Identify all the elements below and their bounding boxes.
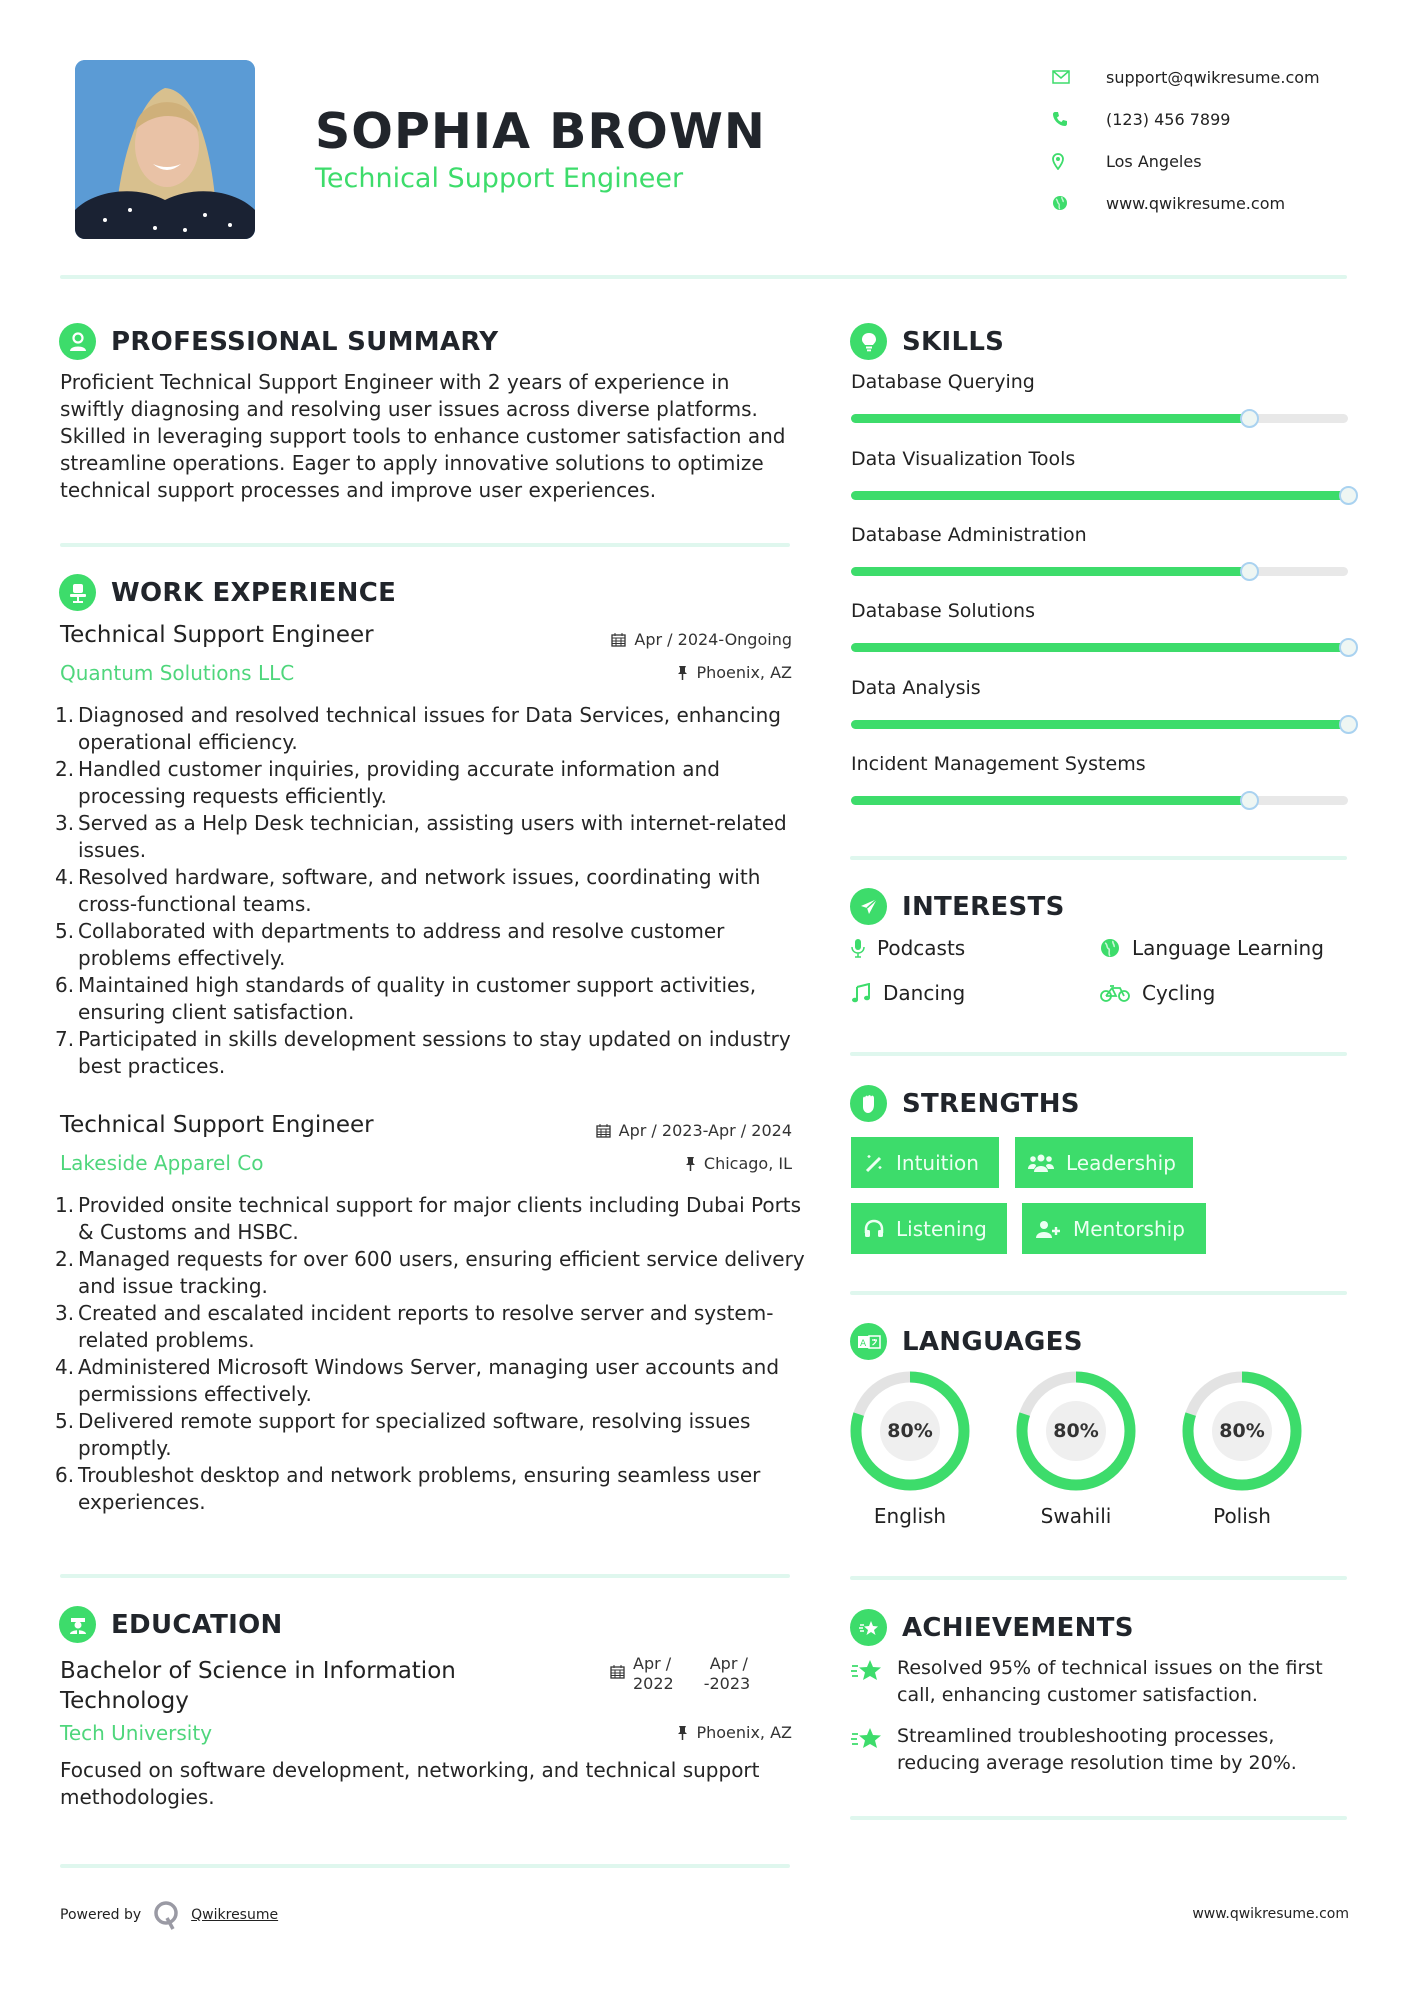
strength-chip (851, 1137, 999, 1188)
qwikresume-link[interactable]: Qwikresume (191, 1907, 279, 1923)
globe-icon (1050, 195, 1088, 211)
education-section-header (59, 1606, 283, 1643)
contact-website-text: www.qwikresume.com (1106, 193, 1286, 213)
skill-slider[interactable] (851, 720, 1348, 729)
job-bullet: Provided onsite technical support for major clients including Dubai Ports & Customs and HSBC. (78, 1193, 802, 1244)
contact-email-text: support@qwikresume.com (1106, 67, 1320, 87)
qwikresume-logo-icon (153, 1900, 179, 1930)
experience-section-header (59, 574, 396, 611)
globe-icon (1100, 938, 1120, 958)
summary-title: PROFESSIONAL SUMMARY (111, 326, 499, 357)
interest-label: Podcasts (877, 936, 966, 960)
footer-website[interactable]: www.qwikresume.com (1192, 1906, 1349, 1922)
skill-item (851, 677, 1351, 729)
achievements-section-header (850, 1609, 1134, 1646)
contact-website[interactable] (1050, 182, 1380, 224)
strength-chip (1015, 1137, 1193, 1188)
pushpin-icon (685, 1156, 696, 1171)
skill-item (851, 524, 1351, 576)
language-progress-ring (1181, 1370, 1303, 1492)
graduate-icon (59, 1606, 96, 1643)
strength-label: Leadership (1066, 1150, 1176, 1175)
language-item (1181, 1370, 1303, 1528)
language-progress-ring (849, 1370, 971, 1492)
interest-item (851, 981, 965, 1005)
strength-chip (1022, 1203, 1206, 1254)
skill-name: Database Administration (851, 524, 1087, 546)
skill-slider[interactable] (851, 567, 1348, 576)
education-dates (610, 1654, 750, 1694)
education-start (633, 1654, 674, 1694)
strengths-section-header (850, 1085, 1080, 1122)
interests-title: INTERESTS (902, 891, 1065, 922)
education-location (677, 1723, 792, 1742)
language-percent: 80% (1046, 1401, 1106, 1461)
skill-item (851, 448, 1351, 500)
candidate-name: SOPHIA BROWN (315, 103, 766, 160)
microphone-icon (851, 938, 865, 958)
language-progress-ring (1015, 1370, 1137, 1492)
translate-icon (850, 1323, 887, 1360)
skill-item (851, 600, 1351, 652)
job-location-text: Phoenix, AZ (696, 663, 792, 682)
profile-photo (75, 60, 255, 239)
education-location-text: Phoenix, AZ (696, 1723, 792, 1742)
skill-slider[interactable] (851, 643, 1348, 652)
lightbulb-icon (850, 323, 887, 360)
skills-divider (850, 856, 1347, 860)
users-icon (1028, 1153, 1054, 1173)
job-bullet: Maintained high standards of quality in customer support activities, ensuring client satisfaction. (78, 973, 757, 1024)
education-start-month: Apr / (633, 1654, 672, 1673)
skill-item (851, 753, 1351, 805)
job-bullet: Handled customer inquiries, providing accurate information and processing requests efficiently. (78, 757, 720, 808)
skill-fill (851, 720, 1348, 729)
skill-fill (851, 567, 1249, 576)
interests-section-header (850, 888, 1065, 925)
education-date-separator: - (703, 1674, 710, 1693)
skill-knob[interactable] (1339, 486, 1358, 505)
skill-name: Database Querying (851, 371, 1035, 393)
skills-title: SKILLS (902, 326, 1005, 357)
candidate-role: Technical Support Engineer (315, 163, 684, 194)
calendar-icon (611, 632, 626, 647)
job-bullet: Delivered remote support for specialized software, resolving issues promptly. (78, 1409, 751, 1460)
contact-location (1050, 140, 1380, 182)
contact-phone-text: (123) 456 7899 (1106, 109, 1231, 129)
skill-fill (851, 796, 1249, 805)
education-end (704, 1654, 751, 1694)
job-dates-text: Apr / 2023-Apr / 2024 (618, 1121, 792, 1140)
job-location (677, 663, 792, 682)
achievement-item (851, 1655, 1361, 1709)
strengths-divider (850, 1291, 1347, 1295)
headphones-icon (864, 1219, 884, 1239)
interest-label: Cycling (1142, 981, 1216, 1005)
job-bullet: Diagnosed and resolved technical issues for Data Services, enhancing operational efficiency. (78, 703, 781, 754)
skill-knob[interactable] (1240, 562, 1259, 581)
achievements-title: ACHIEVEMENTS (902, 1612, 1134, 1643)
interest-item (1100, 981, 1215, 1005)
interest-item (851, 936, 965, 960)
map-pin-icon (1050, 153, 1088, 170)
education-end-month: Apr / (709, 1654, 748, 1673)
job-bullet: Served as a Help Desk technician, assisting users with internet-related issues. (78, 811, 787, 862)
contact-phone[interactable] (1050, 98, 1380, 140)
fist-icon (850, 1085, 887, 1122)
pushpin-icon (677, 1725, 688, 1740)
achievements-divider (850, 1816, 1347, 1820)
job-bullet: Created and escalated incident reports to resolve server and system-related problems. (78, 1301, 774, 1352)
job-bullets (55, 1192, 805, 1516)
strength-label: Listening (896, 1216, 987, 1241)
job-location-text: Chicago, IL (703, 1154, 792, 1173)
contact-email[interactable] (1050, 56, 1380, 98)
job-location (685, 1154, 792, 1173)
education-divider (60, 1864, 790, 1868)
job-title: Technical Support Engineer (60, 1112, 374, 1138)
experience-divider (60, 1574, 790, 1578)
magic-wand-icon (864, 1153, 884, 1173)
powered-by-label: Powered by (60, 1907, 142, 1923)
job-bullet: Managed requests for over 600 users, ensuring efficient service delivery and issue tracking. (78, 1247, 805, 1298)
skill-item (851, 371, 1351, 423)
user-icon (59, 323, 96, 360)
skill-fill (851, 414, 1249, 423)
skill-name: Incident Management Systems (851, 753, 1146, 775)
school-name: Tech University (60, 1721, 213, 1745)
skill-knob[interactable] (1240, 409, 1259, 428)
interest-label: Language Learning (1132, 936, 1324, 960)
achievement-text: Resolved 95% of technical issues on the first call, enhancing customer satisfaction. (897, 1657, 1323, 1706)
interest-label: Dancing (883, 981, 966, 1005)
language-name: English (873, 1504, 947, 1528)
job-bullet: Participated in skills development sessions to stay updated on industry best practices. (78, 1027, 791, 1078)
summary-text: Proficient Technical Support Engineer with 2 years of experience in swiftly diagnosing and resolving user issues across diverse platforms. Skilled in leveraging support tools to enhance customer satisfaction and streamline operations. Eager to apply innovative solutions to optimize technical support processes and improve user experiences. (60, 370, 786, 502)
skill-fill (851, 491, 1348, 500)
languages-title: LANGUAGES (902, 1326, 1083, 1357)
strength-chip (851, 1203, 1007, 1254)
skill-knob[interactable] (1339, 638, 1358, 657)
interest-item (1100, 936, 1324, 960)
languages-divider (850, 1576, 1347, 1580)
job-dates (611, 630, 792, 649)
achievement-text: Streamlined troubleshooting processes, reducing average resolution time by 20%. (897, 1725, 1297, 1774)
star-icon (851, 1658, 883, 1684)
education-end-year: 2023 (709, 1674, 751, 1693)
company-name: Lakeside Apparel Co (60, 1151, 264, 1175)
language-name: Swahili (1040, 1504, 1112, 1528)
calendar-icon (610, 1664, 625, 1684)
skill-slider[interactable] (851, 796, 1348, 805)
star-icon (851, 1726, 883, 1752)
skill-name: Database Solutions (851, 600, 1035, 622)
summary-divider (60, 543, 790, 547)
strength-label: Intuition (896, 1150, 979, 1175)
phone-icon (1050, 111, 1088, 127)
skills-section-header (850, 323, 1004, 360)
star-badge-icon (850, 1609, 887, 1646)
music-note-icon (851, 983, 871, 1003)
bicycle-icon (1100, 984, 1130, 1002)
job-bullet: Resolved hardware, software, and network issues, coordinating with cross-functional teams. (78, 865, 761, 916)
skill-fill (851, 643, 1348, 652)
skill-slider[interactable] (851, 414, 1348, 423)
chair-icon (59, 574, 96, 611)
job-bullet: Collaborated with departments to address and resolve customer problems effectively. (78, 919, 725, 970)
job-dates (596, 1121, 792, 1140)
language-percent: 80% (1212, 1401, 1272, 1461)
education-title: EDUCATION (111, 1609, 283, 1640)
pushpin-icon (677, 665, 688, 680)
job-bullets (55, 702, 805, 1080)
job-bullet: Administered Microsoft Windows Server, managing user accounts and permissions effectively. (78, 1355, 780, 1406)
strength-label: Mentorship (1073, 1216, 1185, 1241)
interests-divider (850, 1052, 1347, 1056)
skill-slider[interactable] (851, 491, 1348, 500)
svg-text:A: A (859, 1338, 866, 1349)
language-item (1015, 1370, 1137, 1528)
header-divider (60, 275, 1347, 279)
skill-name: Data Analysis (851, 677, 981, 699)
education-description: Focused on software development, networking, and technical support methodologies. (60, 1758, 760, 1809)
footer-powered-by (60, 1900, 278, 1930)
contact-list (1050, 56, 1380, 224)
envelope-icon (1050, 70, 1088, 84)
strengths-title: STRENGTHS (902, 1088, 1080, 1119)
experience-title: WORK EXPERIENCE (111, 577, 397, 608)
company-name: Quantum Solutions LLC (60, 661, 295, 685)
summary-section-header (59, 323, 498, 360)
job-title: Technical Support Engineer (60, 622, 374, 648)
calendar-icon (596, 1123, 611, 1138)
language-name: Polish (1213, 1504, 1271, 1528)
contact-location-text: Los Angeles (1106, 151, 1202, 171)
achievement-item (851, 1723, 1361, 1777)
languages-section-header (850, 1323, 1083, 1360)
paper-plane-icon (850, 888, 887, 925)
skill-name: Data Visualization Tools (851, 448, 1076, 470)
skill-knob[interactable] (1339, 715, 1358, 734)
degree-title: Bachelor of Science in Information Technology (60, 1658, 456, 1714)
education-start-year: 2022 (633, 1674, 674, 1693)
user-plus-icon (1035, 1219, 1061, 1239)
job-dates-text: Apr / 2024-Ongoing (634, 630, 792, 649)
language-percent: 80% (880, 1401, 940, 1461)
skill-knob[interactable] (1240, 791, 1259, 810)
language-item (849, 1370, 971, 1528)
job-bullet: Troubleshot desktop and network problems, ensuring seamless user experiences. (78, 1463, 761, 1514)
